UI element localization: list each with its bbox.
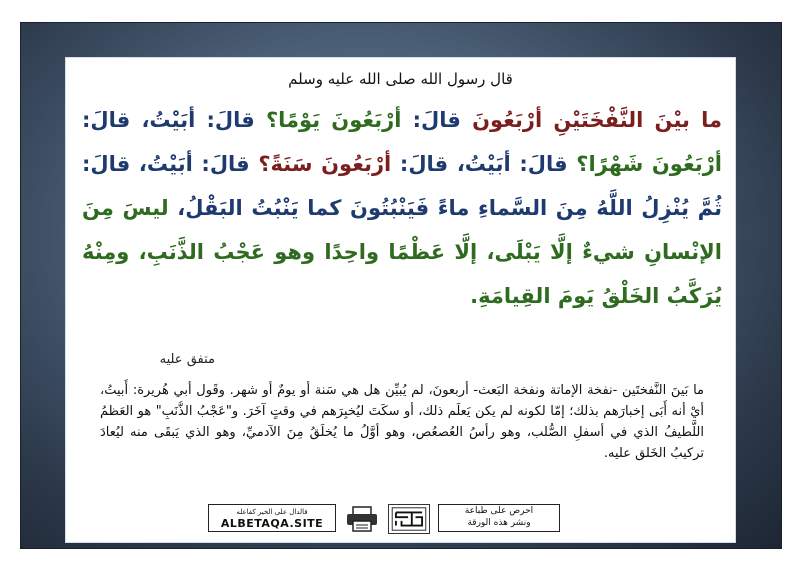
hadith-segment: أرْبَعُونَ سَنَةً؟ bbox=[249, 152, 392, 176]
hadith-card bbox=[66, 58, 735, 542]
site-tagline: فالدال على الخير كفاعله bbox=[236, 508, 308, 516]
hadith-segment: قالَ: أبَيْتُ، قالَ: ثُمَّ يُنْزِلُ اللَّهُ مِنَ السَّماءِ ماءً فَيَنْبُتُونَ كما يَنْبُتُ البَقْلُ، bbox=[82, 152, 722, 220]
hadith-segment: أرْبَعُونَ شَهْرًا؟ bbox=[567, 152, 722, 176]
page-title: قال رسول الله صلى الله عليه وسلم bbox=[288, 70, 513, 88]
albetaqa-logo-icon bbox=[388, 504, 430, 534]
explanation-text: ما بَينَ النَّفختَين -نفخة الإماتة ونفخة البَعث- أربعونَ، لم يُبيِّن هل هي سَنة أو يومٌ أو شهر. وقَول أبي هُريرة: أَبيتُ، أيْ أنه أَبَى إخبارَهم بذلك؛ إمّا لكونه لم يكن يَعلَم ذلك، أو سكَتَ ليُخبِرَهم في وقتٍ آخَرَ. و"عَجْبُ الذَّنَبِ" هو العَظمُ اللَّطيفُ الذي في أسفلِ الصُّلب، وهو رأسُ العُصعُص، وهو أوَّلُ ما يُخلَقُ مِنَ الآدميِّ، وهو الذي يَبقَى منه ليُعادَ تركيبُ الخَلق عليه. bbox=[100, 383, 704, 461]
printer-icon bbox=[345, 506, 379, 532]
site-url[interactable]: ALBETAQA.SITE bbox=[220, 517, 324, 530]
hadith-segment: قالَ: أبَيْتُ، قالَ: bbox=[82, 108, 255, 132]
hadith-text bbox=[82, 98, 722, 318]
hadith-source: متفق عليه bbox=[159, 352, 215, 367]
site-box[interactable] bbox=[208, 504, 336, 532]
print-note bbox=[438, 504, 560, 532]
print-note-line1: احرص على طباعة bbox=[464, 506, 534, 516]
hadith-segment: ليسَ مِنَ الإنْسانِ شيءٌ إلَّا يَبْلَى، إلَّا عَظْمًا واحِدًا وهو عَجْبُ الذَّنَبِ، ومِنْهُ يُرَكَّبُ الخَلْقُ يَومَ القِيامَةِ. bbox=[82, 196, 722, 308]
hadith-segment: أرْبَعُونَ يَوْمًا؟ bbox=[254, 108, 402, 132]
hadith-segment: قالَ: أبَيْتُ، قالَ: bbox=[391, 152, 568, 176]
hadith-segment: قالَ: bbox=[401, 108, 461, 132]
footer bbox=[208, 504, 604, 536]
print-note-line2: ونشر هذه الورقة bbox=[467, 518, 531, 528]
hadith-segment: ما بيْنَ النَّفْخَتَيْنِ أرْبَعُونَ bbox=[460, 108, 722, 132]
